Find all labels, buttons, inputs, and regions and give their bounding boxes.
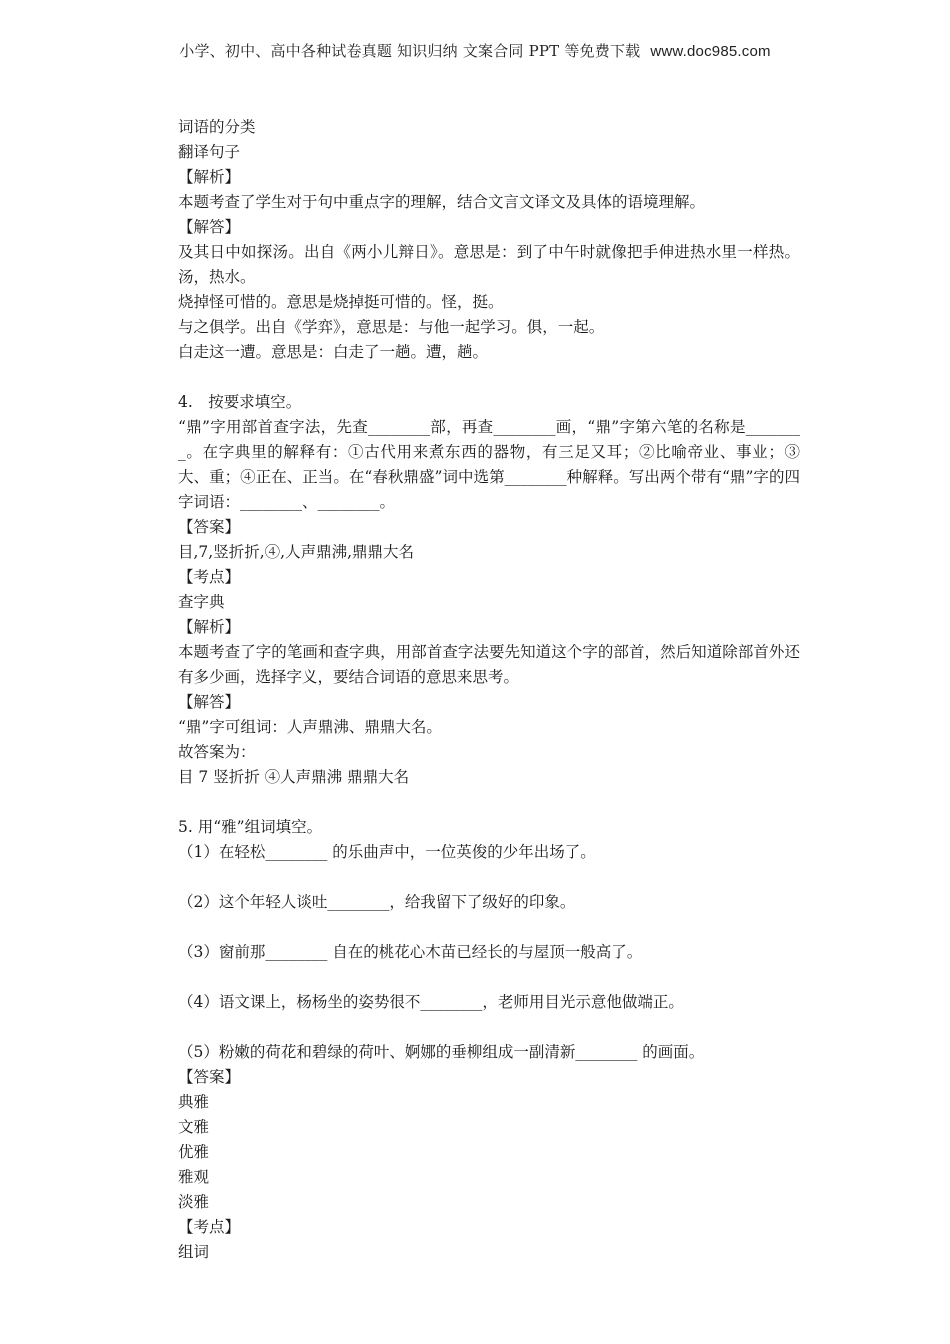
q5-item-1: （1）在轻松________ 的乐曲声中，一位英俊的少年出场了。: [178, 843, 596, 861]
header-text: 小学、初中、高中各种试卷真题 知识归纳 文案合同 PPT 等免费下载: [179, 42, 641, 60]
q4-kaodian-label: 【考点】: [178, 568, 241, 586]
q5-answer-4: 雅观: [178, 1168, 210, 1186]
q3-line-2: 翻译句子: [178, 143, 241, 161]
page-header: [0, 40, 950, 61]
q3-jiexi: 本题考查了学生对于句中重点字的理解，结合文言文译文及具体的语境理解。: [178, 193, 706, 211]
q5-answer-5: 淡雅: [178, 1193, 210, 1211]
spacer: [178, 365, 800, 390]
q5-answer-3: 优雅: [178, 1143, 210, 1161]
q3-jiexi-label: 【解析】: [178, 168, 241, 186]
q5-answer-label: 【答案】: [178, 1068, 241, 1086]
q4-jieda-3: 目 7 竖折折 ④人声鼎沸 鼎鼎大名: [178, 768, 410, 786]
q3-answer-1: 及其日中如探汤。出自《两小儿辩日》。意思是：到了中午时就像把手伸进热水里一样热。汤，热水。: [178, 243, 800, 286]
spacer: [178, 790, 800, 815]
spacer: [178, 865, 800, 890]
q4-jiexi: 本题考查了字的笔画和查字典，用部首查字法要先知道这个字的部首，然后知道除部首外还有多少画，选择字义，要结合词语的意思来思考。: [178, 643, 800, 686]
q5-item-2: （2）这个年轻人谈吐________，给我留下了级好的印象。: [178, 893, 576, 911]
q3-jieda-label: 【解答】: [178, 218, 241, 236]
q4-answer-label: 【答案】: [178, 518, 241, 536]
spacer: [178, 915, 800, 940]
q3-answer-4: 白走这一遭。意思是：白走了一趟。遭，趟。: [178, 343, 489, 361]
spacer: [178, 965, 800, 990]
q4-body: “鼎”字用部首查字法，先查________部，再查________画，“鼎”字第六笔的名称是________。在字典里的解释有：①古代用来煮东西的器物，有三足又耳；②比喻帝业、事业；③大、重；④正在、正当。在“春秋鼎盛”词中选第________种解释。写出两个带有“鼎”字的四字词语：________、________。: [178, 418, 800, 511]
q4-title: 4. 按要求填空。: [178, 393, 302, 411]
q5-answer-1: 典雅: [178, 1093, 210, 1111]
q4-jieda-1: “鼎”字可组词：人声鼎沸、鼎鼎大名。: [178, 718, 442, 736]
q5-kaodian-label: 【考点】: [178, 1218, 241, 1236]
q5-kaodian: 组词: [178, 1243, 210, 1261]
q3-answer-2: 烧掉怪可惜的。意思是烧掉挺可惜的。怪，挺。: [178, 293, 504, 311]
q5-item-3: （3）窗前那________ 自在的桃花心木苗已经长的与屋顶一般高了。: [178, 943, 643, 961]
document-body: [178, 115, 800, 1265]
q3-line-1: 词语的分类: [178, 118, 256, 136]
q4-jiexi-label: 【解析】: [178, 618, 241, 636]
q4-jieda-2: 故答案为：: [178, 743, 256, 761]
q5-title: 5. 用“雅”组词填空。: [178, 818, 323, 836]
q5-item-5: （5）粉嫩的荷花和碧绿的荷叶、婀娜的垂柳组成一副清新________ 的画面。: [178, 1043, 705, 1061]
spacer: [178, 1015, 800, 1040]
q5-item-4: （4）语文课上，杨杨坐的姿势很不________，老师用目光示意他做端正。: [178, 993, 684, 1011]
header-site: www.doc985.com: [650, 43, 771, 60]
q4-kaodian: 查字典: [178, 593, 225, 611]
q4-answer: 目,7,竖折折,④,人声鼎沸,鼎鼎大名: [178, 543, 414, 561]
q4-jieda-label: 【解答】: [178, 693, 241, 711]
q5-answer-2: 文雅: [178, 1118, 210, 1136]
q3-answer-3: 与之俱学。出自《学弈》，意思是：与他一起学习。俱，一起。: [178, 318, 605, 336]
